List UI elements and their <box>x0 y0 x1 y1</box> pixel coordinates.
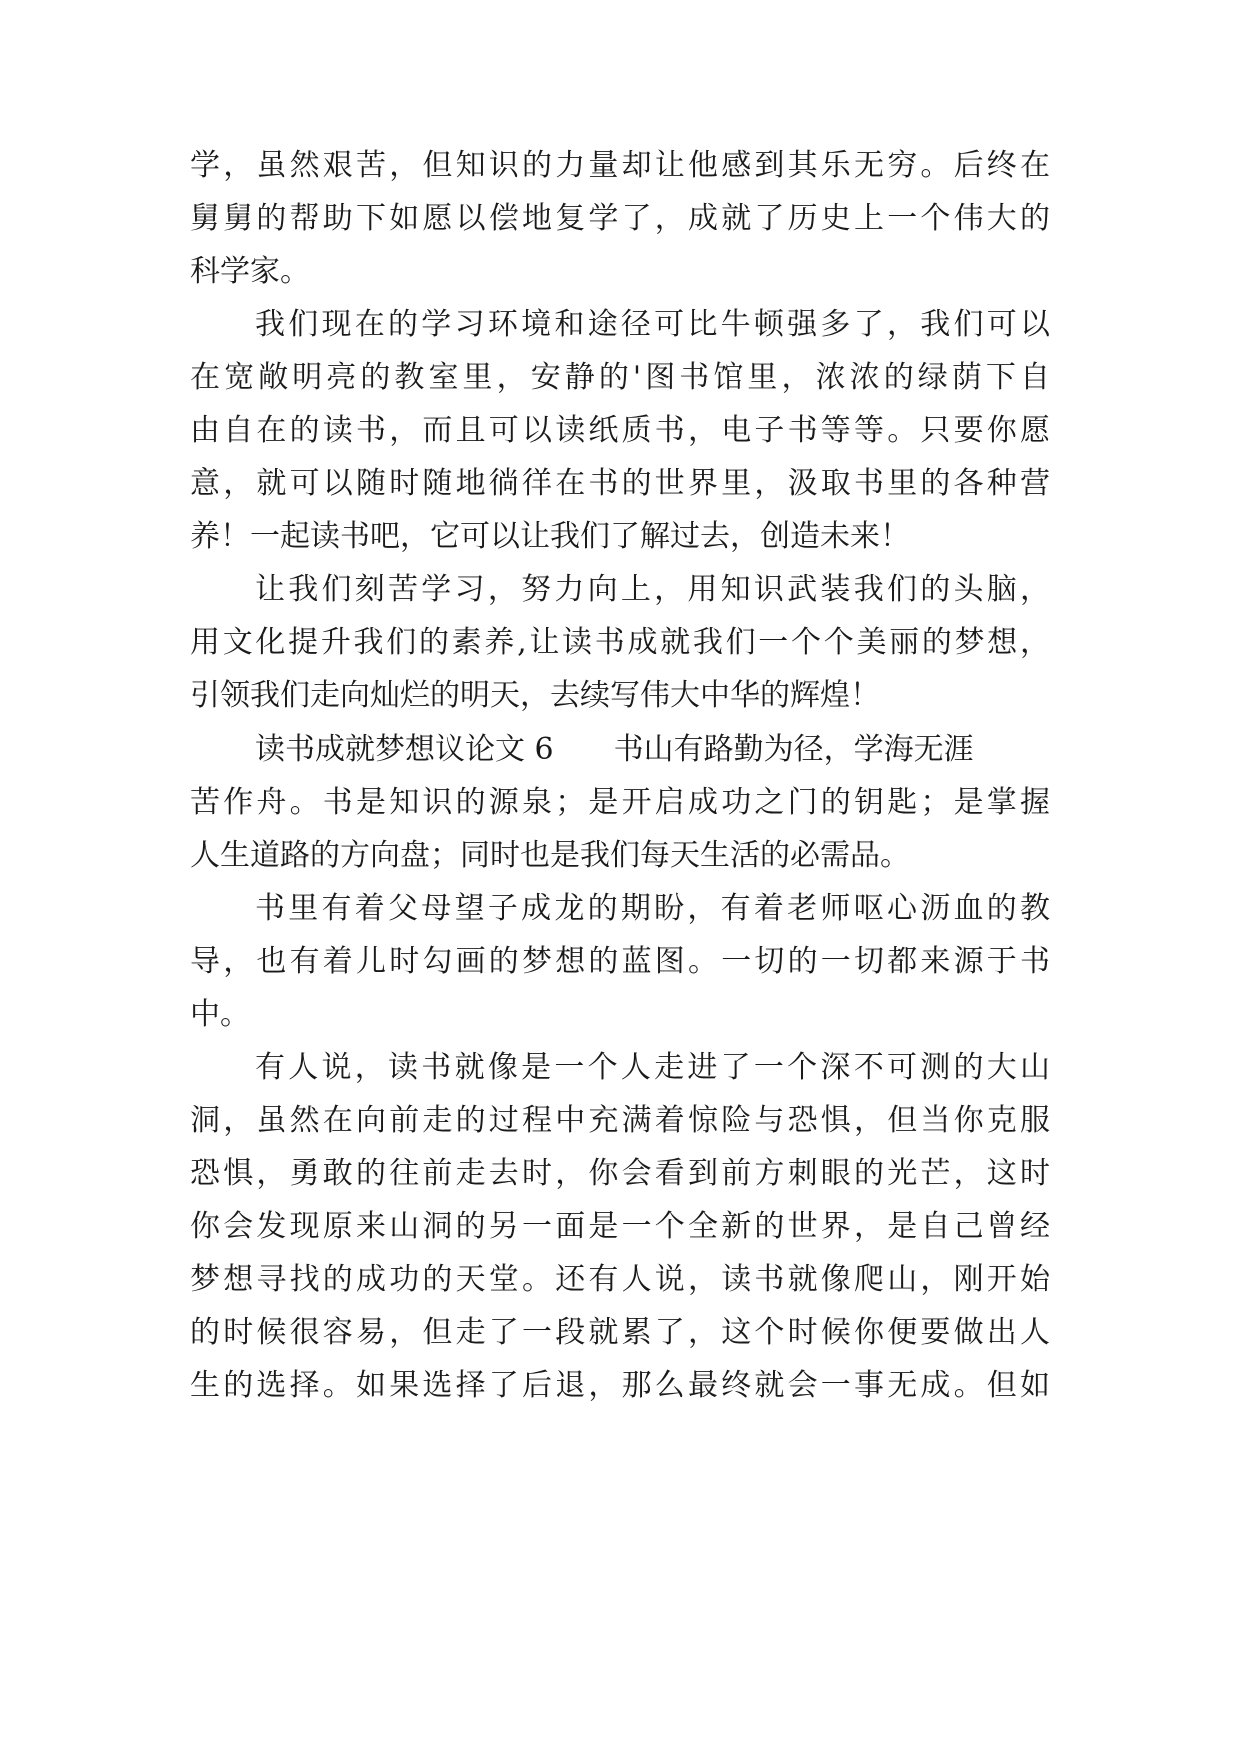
text-line: 养！一起读书吧，它可以让我们了解过去，创造未来！ <box>190 519 910 554</box>
text-line: 恐惧，勇敢的往前走去时，你会看到前方刺眼的光芒，这时 <box>190 1156 1050 1191</box>
paragraph-first-line: 有人说，读书就像是一个人走进了一个深不可测的大山 <box>255 1050 1050 1085</box>
text-line: 引领我们走向灿烂的明天，去续写伟大中华的辉煌！ <box>190 678 880 713</box>
text-line: 在宽敞明亮的教室里，安静的'图书馆里，浓浓的绿荫下自 <box>190 360 1050 395</box>
text-line: 苦作舟。书是知识的源泉；是开启成功之门的钥匙；是掌握 <box>190 785 1050 820</box>
text-line: 科学家。 <box>190 254 310 289</box>
text-line: 中。 <box>190 997 250 1032</box>
text-line: 由自在的读书，而且可以读纸质书，电子书等等。只要你愿 <box>190 413 1050 448</box>
section-title: 读书成就梦想议论文 6 <box>255 732 554 767</box>
section-heading-line <box>255 726 1050 774</box>
text-line: 书山有路勤为径，学海无涯 <box>613 732 974 767</box>
text-line: 的时候很容易，但走了一段就累了，这个时候你便要做出人 <box>190 1315 1050 1350</box>
paragraph-first-line: 书里有着父母望子成龙的期盼，有着老师呕心沥血的教 <box>255 891 1050 926</box>
paragraph-first-line: 我们现在的学习环境和途径可比牛顿强多了，我们可以 <box>255 307 1050 342</box>
text-line: 生的选择。如果选择了后退，那么最终就会一事无成。但如 <box>190 1368 1050 1403</box>
text-line: 舅舅的帮助下如愿以偿地复学了，成就了历史上一个伟大的 <box>190 201 1050 236</box>
text-line: 意，就可以随时随地徜徉在书的世界里，汲取书里的各种营 <box>190 466 1050 501</box>
paragraph-first-line: 让我们刻苦学习，努力向上，用知识武装我们的头脑， <box>255 572 1050 607</box>
text-line: 学，虽然艰苦，但知识的力量却让他感到其乐无穷。后终在 <box>190 148 1050 183</box>
text-line: 梦想寻找的成功的天堂。还有人说，读书就像爬山，刚开始 <box>190 1262 1050 1297</box>
text-line: 人生道路的方向盘；同时也是我们每天生活的必需品。 <box>190 838 910 873</box>
text-line: 洞，虽然在向前走的过程中充满着惊险与恐惧，但当你克服 <box>190 1103 1050 1138</box>
text-line: 导，也有着儿时勾画的梦想的蓝图。一切的一切都来源于书 <box>190 944 1050 979</box>
text-line: 你会发现原来山洞的另一面是一个全新的世界，是自己曾经 <box>190 1209 1050 1244</box>
text-line: 用文化提升我们的素养,让读书成就我们一个个美丽的梦想， <box>190 625 1050 660</box>
